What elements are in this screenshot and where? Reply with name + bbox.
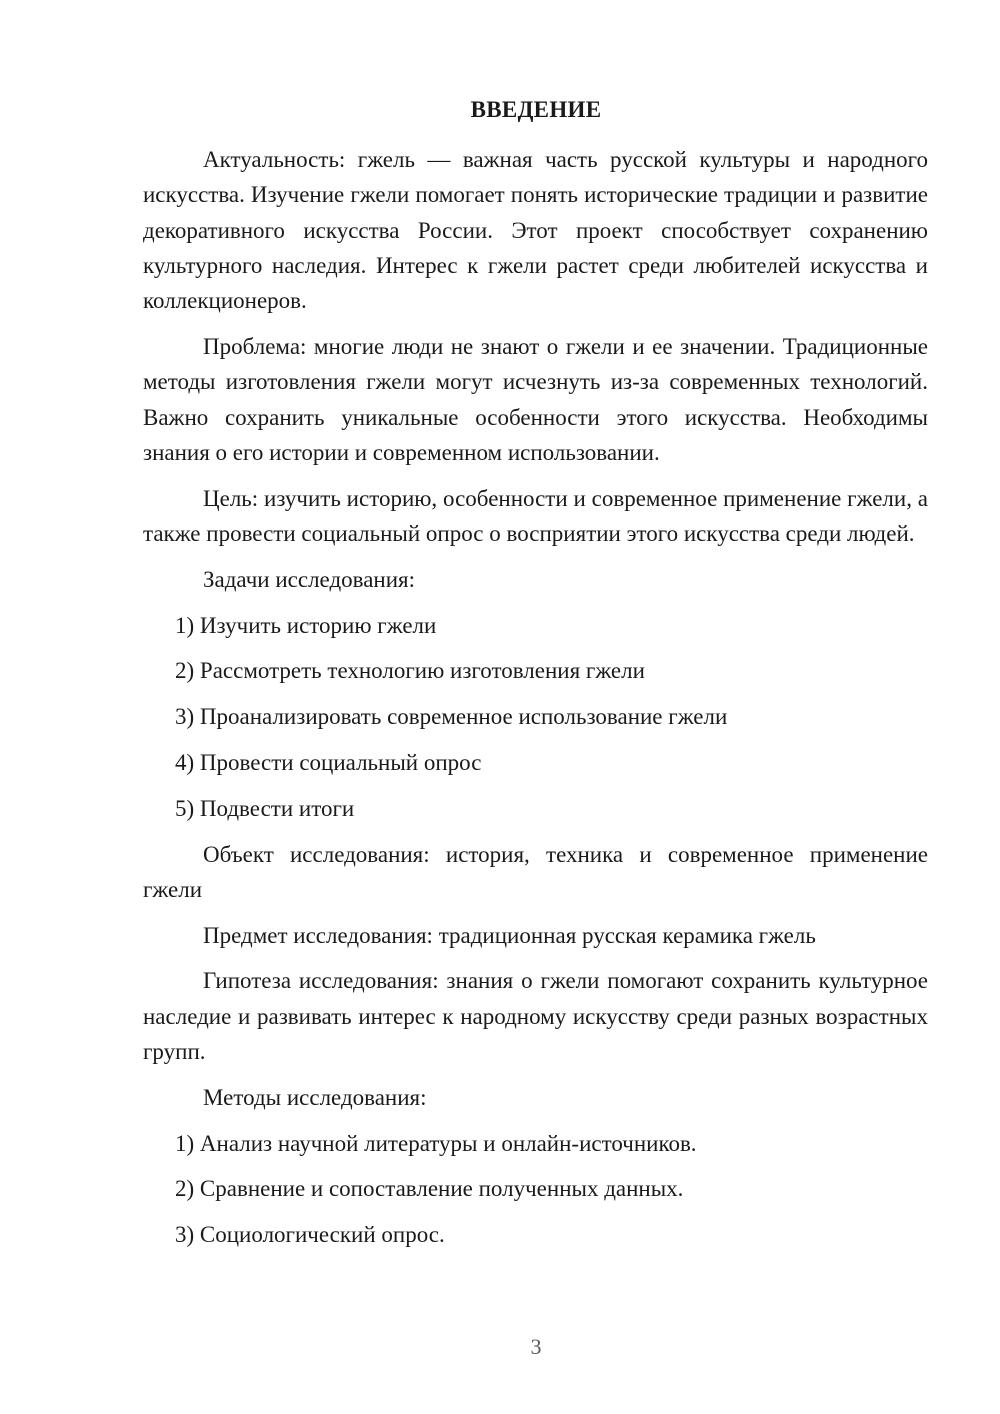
tasks-heading: Задачи исследования: <box>203 566 416 592</box>
method-item-1: 1) Анализ научной литературы и онлайн-источников. <box>175 1130 697 1156</box>
method-item-3: 3) Социологический опрос. <box>175 1222 445 1248</box>
paragraph-problem: Проблема: многие люди не знают о гжели и ее значении. Традиционные методы изготовления гжели могут исчезнуть из-за современных технологий. Важно сохранить уникальные особенности этого искусства. Необходимы знания о его истории и современном использовании. <box>143 333 928 465</box>
page-number: 3 <box>530 1334 542 1359</box>
task-item-4: 4) Провести социальный опрос <box>175 749 482 775</box>
task-item-2: 2) Рассмотреть технологию изготовления гжели <box>175 658 645 684</box>
paragraph-object: Объект исследования: история, техника и современное применение гжели <box>143 841 928 902</box>
method-item-2: 2) Сравнение и сопоставление полученных данных. <box>175 1176 684 1202</box>
document-body <box>143 142 928 1263</box>
task-item-5: 5) Подвести итоги <box>175 795 355 821</box>
task-item-3: 3) Проанализировать современное использование гжели <box>175 704 728 730</box>
page-title: ВВЕДЕНИЕ <box>470 97 602 122</box>
paragraph-hypothesis: Гипотеза исследования: знания о гжели помогают сохранить культурное наследие и развивать интерес к народному искусству среди разных возрастных групп. <box>143 968 928 1065</box>
methods-heading: Методы исследования: <box>203 1084 427 1110</box>
paragraph-goal: Цель: изучить историю, особенности и современное применение гжели, а также провести социальный опрос о восприятии этого искусства среди людей. <box>143 485 928 546</box>
paragraph-subject: Предмет исследования: традиционная русская керамика гжель <box>203 922 816 948</box>
paragraph-relevance: Актуальность: гжель — важная часть русской культуры и народного искусства. Изучение гжели помогает понять исторические традиции и развитие декоративного искусства России. Этот проект способствует сохранению культурного наследия. Интерес к гжели растет среди любителей искусства и коллекционеров. <box>143 147 928 314</box>
task-item-1: 1) Изучить историю гжели <box>175 612 437 638</box>
